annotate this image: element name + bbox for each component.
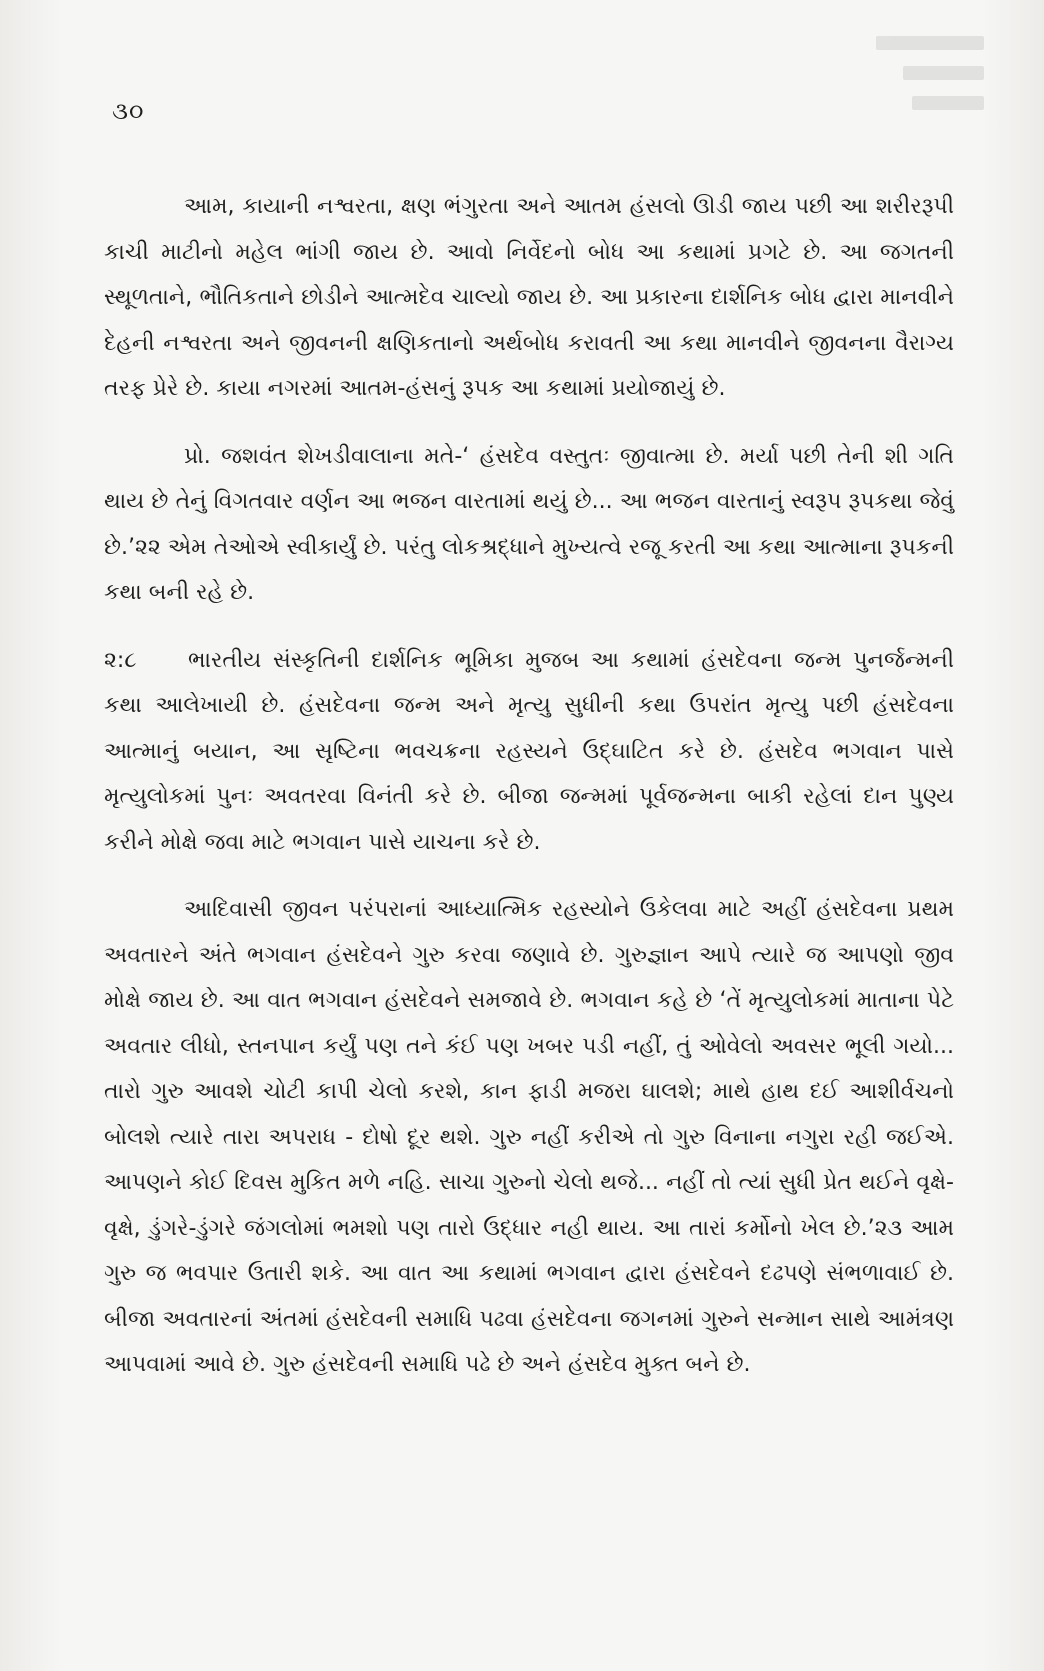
paragraph-4: આદિવાસી જીવન પરંપરાનાં આધ્યાત્મિક રહસ્યોને ઉકેલવા માટે અહીં હંસદેવના પ્રથમ અવતારને અંતે ભગવાન હંસદેવને ગુરુ કરવા જણાવે છે. ગુરુજ્ઞાન આપે ત્યારે જ આપણો જીવ મોક્ષે જાય છે. આ વાત ભગવાન હંસદેવને સમજાવે છે. ભગવાન કહે છે ‘તેં મૃત્યુલોકમાં માતાના પેટે અવતાર લીધો, સ્તનપાન કર્યું પણ તને કંઈ પણ ખબર પડી નહીં, તું ઓવેલો અવસર ભૂલી ગયો... તારો ગુરુ આવશે ચોટી કાપી ચેલો કરશે, કાન ફાડી મજરા ઘાલશે; માથે હાથ દઈ આશીર્વચનો બોલશે ત્યારે તારા અપરાધ - દોષો દૂર થશે. ગુરુ નહીં કરીએ તો ગુરુ વિનાના નગુરા રહી જઈએ. આપણને કોઈ દિવસ મુકિત મળે નહિ. સાચા ગુરુનો ચેલો થજે... નહીં તો ત્યાં સુધી પ્રેત થઈને વૃક્ષે-વૃક્ષે, ડુંગરે-ડુંગરે જંગલોમાં ભમશો પણ તારો ઉદ્ધાર નહી થાય. આ તારાં કર્મોનો ખેલ છે.’૨૩ આમ ગુરુ જ ભવપાર ઉતારી શકે. આ વાત આ કથામાં ભગવાન દ્વારા હંસદેવને દઢપણે સંભળાવાઈ છે. બીજા અવતારનાં અંતમાં હંસદેવની સમાધિ પઢવા હંસદેવના જગનમાં ગુરુને સન્માન સાથે આમંત્રણ આપવામાં આવે છે. ગુરુ હંસદેવની સમાધિ પઢે છે અને હંસદેવ મુક્ત બને છે. <box>104 897 954 1377</box>
paragraph-1: આમ, કાયાની નશ્વરતા, ક્ષણ ભંગુરતા અને આતમ હંસલો ઊડી જાય પછી આ શરીરરૂપી કાચી માટીનો મહેલ ભાંગી જાય છે. આવો નિર્વેદનો બોધ આ કથામાં પ્રગટે છે. આ જગતની સ્થૂળતાને, ભૌતિકતાને છોડીને આત્મદેવ ચાલ્યો જાય છે. આ પ્રકારના દાર્શનિક બોધ દ્વારા માનવીને દેહની નશ્વરતા અને જીવનની ક્ષણિકતાનો અર્થબોધ કરાવતી આ કથા માનવીને જીવનના વૈરાગ્ય તરફ પ્રેરે છે. કાયા નગરમાં આતમ-હંસનું રૂપક આ કથામાં પ્રયોજાયું છે. <box>104 194 954 401</box>
paragraph-2: પ્રો. જશવંત શેખડીવાલાના મતે-‘ હંસદેવ વસ્તુતઃ જીવાત્મા છે. મર્યા પછી તેની શી ગતિ થાય છે તેનું વિગતવાર વર્ણન આ ભજન વારતામાં થયું છે... આ ભજન વારતાનું સ્વરૂપ રૂપકથા જેવું છે.’૨૨ એમ તેઓએ સ્વીકાર્યું છે. પરંતુ લોકશ્રદ્ધાને મુખ્યત્વે રજૂ કરતી આ કથા આત્માના રૂપકની કથા બની રહે છે. <box>104 443 954 605</box>
page-body <box>104 184 954 1410</box>
page-number: ૩૦ <box>112 97 145 125</box>
paragraph-3 <box>104 638 954 866</box>
section-number: ૨:૮ <box>104 647 137 673</box>
show-through-text <box>804 20 984 140</box>
paragraph-3-text: ભારતીય સંસ્કૃતિની દાર્શનિક ભૂમિકા મુજબ આ કથામાં હંસદેવના જન્મ પુનર્જન્મની કથા આલેખાયી છે. હંસદેવના જન્મ અને મૃત્યુ સુધીની કથા ઉપરાંત મૃત્યુ પછી હંસદેવના આત્માનું બયાન, આ સૃષ્ટિના ભવચક્રના રહસ્યને ઉદ્‌ઘાટિત કરે છે. હંસદેવ ભગવાન પાસે મૃત્યુલોકમાં પુનઃ અવતરવા વિનંતી કરે છે. બીજા જન્મમાં પૂર્વજન્મના બાકી રહેલાં દાન પુણ્ય કરીને મોક્ષે જવા માટે ભગવાન પાસે યાચના કરે છે. <box>104 647 954 855</box>
